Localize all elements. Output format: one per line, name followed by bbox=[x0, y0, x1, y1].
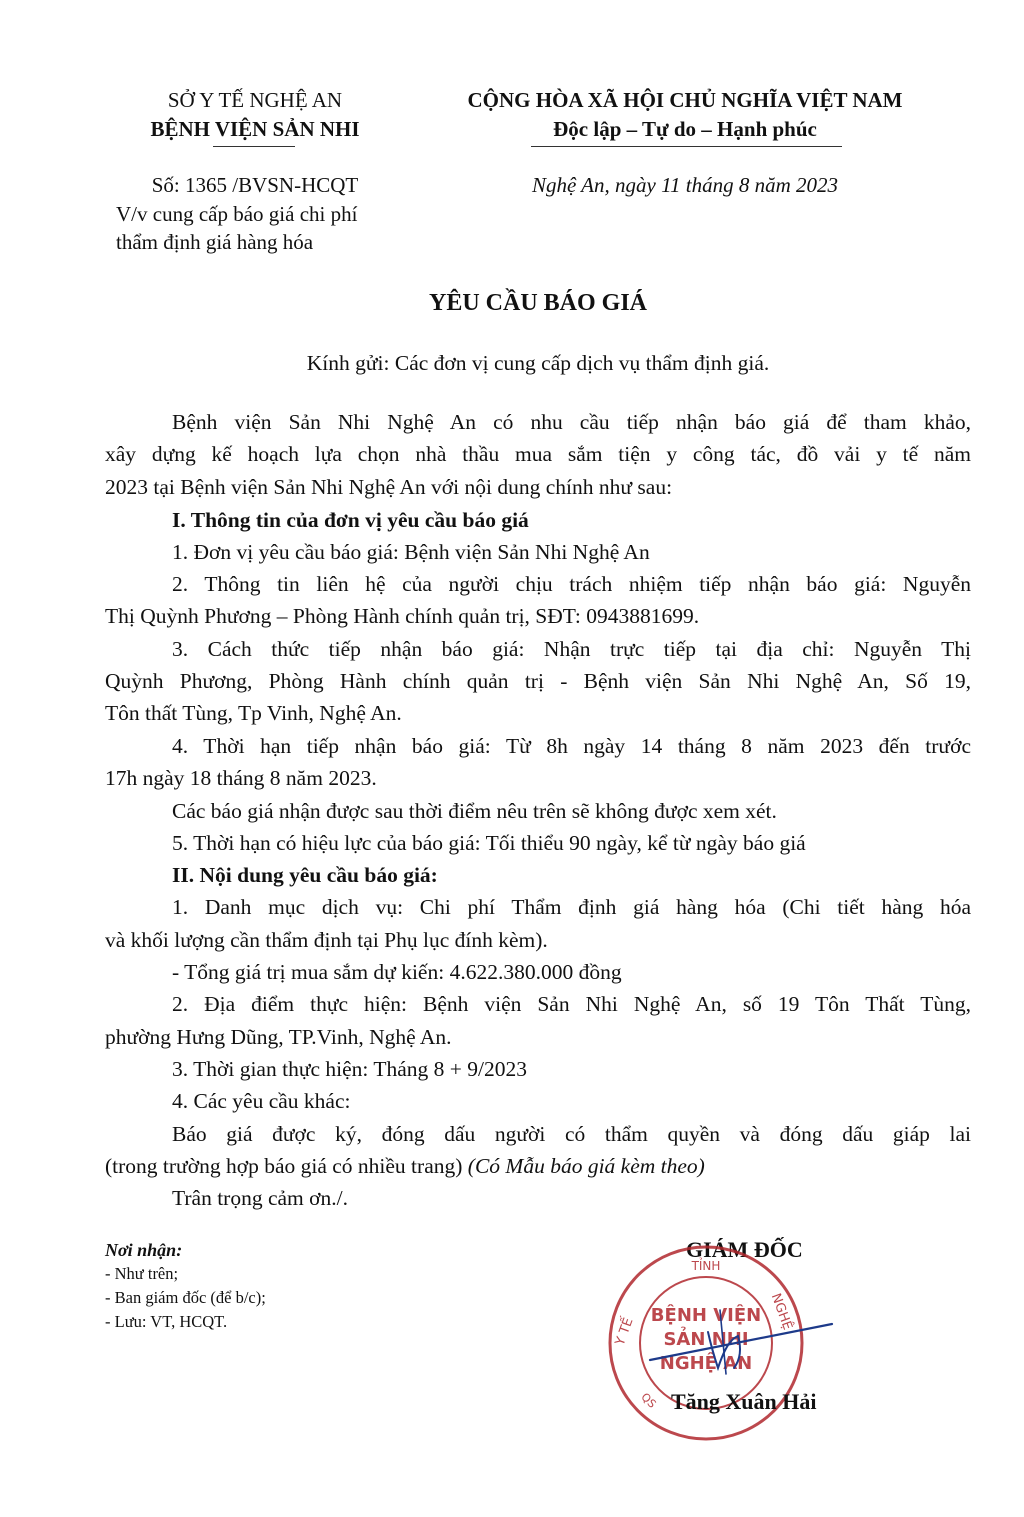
intro-line-2: xây dựng kế hoạch lựa chọn nhà thầu mua sắm tiện y công tác, đồ vải y tế năm bbox=[105, 442, 971, 466]
stamp-line-3: NGHỆ AN bbox=[659, 1353, 753, 1374]
intro-line-3: 2023 tại Bệnh viện Sản Nhi Nghệ An với nội dung chính như sau: bbox=[105, 475, 673, 499]
motto-underline bbox=[531, 146, 842, 147]
section-1-item-3-line-2: Quỳnh Phương, Phòng Hành chính quản trị - Bệnh viện Sản Nhi Nghệ An, Số 19, bbox=[105, 669, 971, 693]
recipients-heading: Nơi nhận: bbox=[105, 1240, 183, 1260]
recipient-line: Kính gửi: Các đơn vị cung cấp dịch vụ thẩm định giá. bbox=[306, 351, 770, 375]
unit-underline bbox=[213, 146, 295, 147]
stamp-ring-left-text: Y TẾ bbox=[612, 1315, 637, 1348]
section-1-item-1: 1. Đơn vị yêu cầu báo giá: Bệnh viện Sản Nhi Nghệ An bbox=[172, 540, 650, 564]
section-2-total: - Tổng giá trị mua sắm dự kiến: 4.622.380.000 đồng bbox=[172, 960, 622, 984]
subject-line-1: V/v cung cấp báo giá chi phí bbox=[116, 202, 358, 226]
section-2-item-2-line-2: phường Hưng Dũng, TP.Vinh, Nghệ An. bbox=[105, 1025, 452, 1049]
section-1-item-4-line-2: 17h ngày 18 tháng 8 năm 2023. bbox=[105, 766, 377, 790]
section-2-item-4: 4. Các yêu cầu khác: bbox=[172, 1089, 351, 1113]
section-1-item-3-line-1: 3. Cách thức tiếp nhận báo giá: Nhận trực tiếp tại địa chỉ: Nguyễn Thị bbox=[172, 637, 971, 661]
country-name: CỘNG HÒA XÃ HỘI CHỦ NGHĨA VIỆT NAM bbox=[467, 88, 903, 112]
section-1-item-4-line-1: 4. Thời hạn tiếp nhận báo giá: Từ 8h ngày 14 tháng 8 năm 2023 đến trước bbox=[172, 734, 971, 758]
section-2-requirement-line-2 bbox=[105, 1150, 971, 1182]
section-2-item-2-line-1: 2. Địa điểm thực hiện: Bệnh viện Sản Nhi Nghệ An, số 19 Tôn Thất Tùng, bbox=[172, 992, 971, 1016]
section-2-item-1-line-2: và khối lượng cần thẩm định tại Phụ lục đính kèm). bbox=[105, 928, 548, 952]
document-date: Nghệ An, ngày 11 tháng 8 năm 2023 bbox=[531, 173, 839, 197]
section-1-item-3-line-3: Tôn thất Tùng, Tp Vinh, Nghệ An. bbox=[105, 701, 402, 725]
recipient-item: - Ban giám đốc (để b/c); bbox=[105, 1288, 266, 1307]
recipient-item: - Lưu: VT, HCQT. bbox=[105, 1312, 228, 1331]
recipient-item: - Như trên; bbox=[105, 1264, 179, 1283]
requirement-italic-note: (Có Mẫu báo giá kèm theo) bbox=[467, 1154, 705, 1178]
section-2-heading: II. Nội dung yêu cầu báo giá: bbox=[172, 863, 438, 887]
agency-name: SỞ Y TẾ NGHỆ AN bbox=[167, 88, 343, 112]
section-1-item-2-line-1: 2. Thông tin liên hệ của người chịu trách nhiệm tiếp nhận báo giá: Nguyễn bbox=[172, 572, 971, 596]
stamp-line-1: BỆNH VIỆN bbox=[650, 1305, 762, 1326]
signer-name: Tăng Xuân Hải bbox=[671, 1389, 817, 1414]
section-1-heading: I. Thông tin của đơn vị yêu cầu báo giá bbox=[172, 508, 529, 532]
requirement-plain-text: (trong trường hợp báo giá có nhiều trang) bbox=[105, 1154, 468, 1178]
intro-line-1: Bệnh viện Sản Nhi Nghệ An có nhu cầu tiếp nhận báo giá để tham khảo, bbox=[172, 410, 971, 434]
document-number: Số: 1365 /BVSN-HCQT bbox=[151, 173, 359, 197]
section-2-requirement-line-1: Báo giá được ký, đóng dấu người có thẩm quyền và đóng dấu giáp lai bbox=[172, 1122, 971, 1146]
stamp-ring-top-text: TỈNH bbox=[691, 1259, 721, 1273]
section-1-item-2-line-2: Thị Quỳnh Phương – Phòng Hành chính quản trị, SĐT: 0943881699. bbox=[105, 604, 700, 628]
section-2-item-1-line-1: 1. Danh mục dịch vụ: Chi phí Thẩm định giá hàng hóa (Chi tiết hàng hóa bbox=[172, 895, 971, 919]
signer-role: GIÁM ĐỐC bbox=[686, 1237, 803, 1262]
stamp-ring-right-text: NGHỆ bbox=[767, 1291, 795, 1333]
closing-line: Trân trọng cảm ơn./. bbox=[172, 1186, 348, 1210]
stamp-ring-bottom-text: QS bbox=[638, 1390, 659, 1411]
section-2-item-3: 3. Thời gian thực hiện: Tháng 8 + 9/2023 bbox=[172, 1057, 528, 1081]
section-1-item-5: 5. Thời hạn có hiệu lực của báo giá: Tối thiểu 90 ngày, kể từ ngày báo giá bbox=[172, 831, 806, 855]
subject-line-2: thẩm định giá hàng hóa bbox=[116, 230, 314, 254]
unit-name: BỆNH VIỆN SẢN NHI bbox=[150, 117, 360, 141]
stamp-line-2: SẢN NHI bbox=[663, 1329, 749, 1350]
section-1-note: Các báo giá nhận được sau thời điểm nêu trên sẽ không được xem xét. bbox=[172, 799, 777, 823]
document-title: YÊU CẦU BÁO GIÁ bbox=[428, 290, 647, 316]
motto: Độc lập – Tự do – Hạnh phúc bbox=[553, 117, 817, 141]
